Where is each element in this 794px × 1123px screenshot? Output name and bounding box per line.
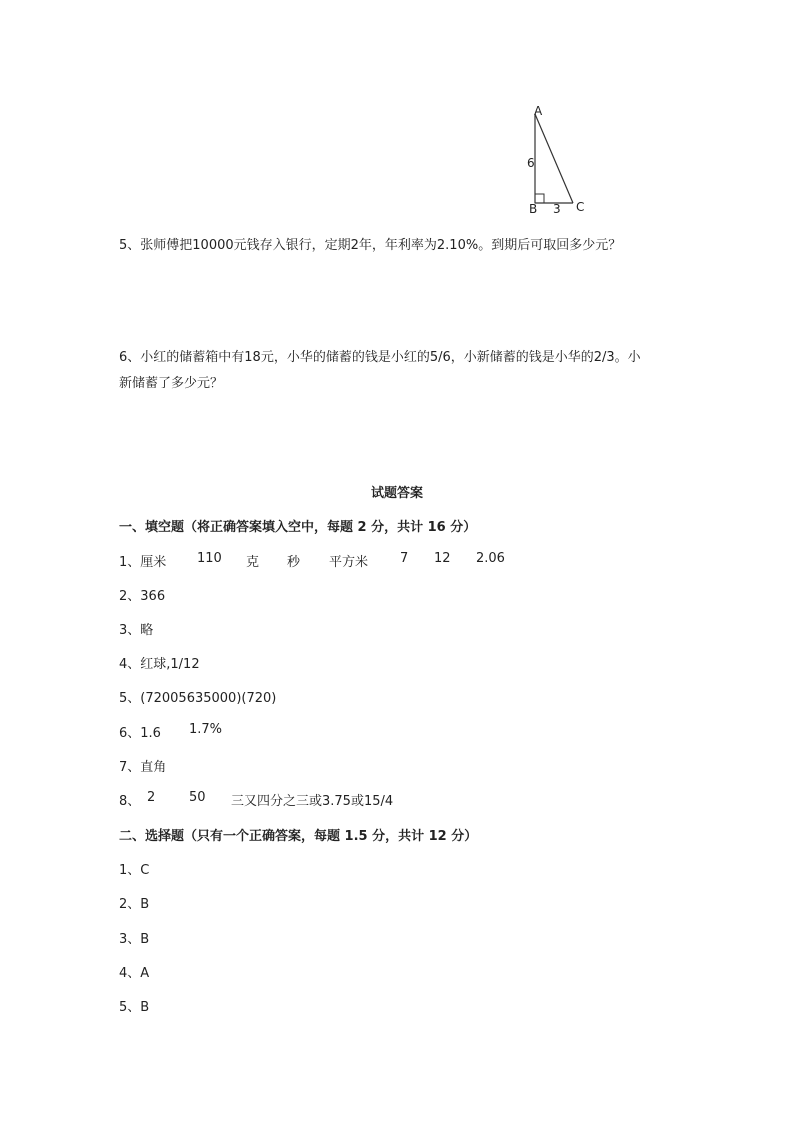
- fill-answer-1-part: 秒: [287, 555, 301, 570]
- question-6-line-1: 6、小红的储蓄箱中有18元，小华的储蓄的钱是小红的5/6，小新储蓄的钱是小华的2/3。小: [119, 350, 641, 365]
- choice-answer-2: 2、B: [119, 897, 150, 912]
- choice-answer-5: 5、B: [119, 1000, 150, 1015]
- fill-answer-6-part: 1.7%: [189, 722, 223, 737]
- fill-answer-8-part: 三又四分之三或3.75或15/4: [231, 794, 394, 809]
- side-ab-length: 6: [527, 156, 535, 170]
- section-choice-heading: 二、选择题（只有一个正确答案，每题 1.5 分，共计 12 分）: [119, 829, 478, 844]
- fill-answer-1-part: 110: [197, 551, 222, 566]
- choice-answer-1: 1、C: [119, 863, 150, 878]
- fill-answer-5: 5、(72005635000)(720): [119, 691, 277, 706]
- fill-answer-3: 3、略: [119, 623, 154, 638]
- fill-answer-8-num: 8、: [119, 794, 141, 809]
- fill-answer-8: [119, 790, 439, 808]
- choice-answer-4: 4、A: [119, 966, 150, 981]
- vertex-c-label: C: [576, 200, 585, 214]
- question-5: 5、张师傅把10000元钱存入银行，定期2年，年利率为2.10%。到期后可取回多少元？: [119, 238, 622, 253]
- answers-title: 试题答案: [370, 486, 423, 501]
- fill-answer-6: [119, 722, 319, 740]
- fill-answer-2: 2、366: [119, 589, 166, 604]
- fill-answer-1-part: 7: [400, 551, 409, 566]
- fill-answer-6-num: 6、1.6: [119, 726, 161, 741]
- vertex-a-label: A: [534, 104, 543, 118]
- fill-answer-1-part: 平方米: [329, 555, 369, 570]
- side-bc-length: 3: [553, 202, 561, 216]
- fill-answer-1-num: 1、厘米: [119, 555, 167, 570]
- right-triangle-figure: [520, 100, 600, 220]
- fill-answer-1: [119, 551, 539, 569]
- fill-answer-7: 7、直角: [119, 760, 167, 775]
- vertex-b-label: B: [529, 202, 538, 216]
- question-6-line-2: 新储蓄了多少元？: [119, 376, 224, 391]
- choice-answer-3: 3、B: [119, 932, 150, 947]
- section-fill-in-heading: 一、填空题（将正确答案填入空中，每题 2 分，共计 16 分）: [119, 520, 477, 535]
- fill-answer-1-part: 12: [434, 551, 451, 566]
- fill-answer-8-part: 2: [147, 790, 156, 805]
- side-ac: [535, 114, 573, 203]
- fill-answer-8-part: 50: [189, 790, 206, 805]
- fill-answer-4: 4、红球,1/12: [119, 657, 200, 672]
- fill-answer-1-part: 2.06: [476, 551, 505, 566]
- fill-answer-1-part: 克: [246, 555, 260, 570]
